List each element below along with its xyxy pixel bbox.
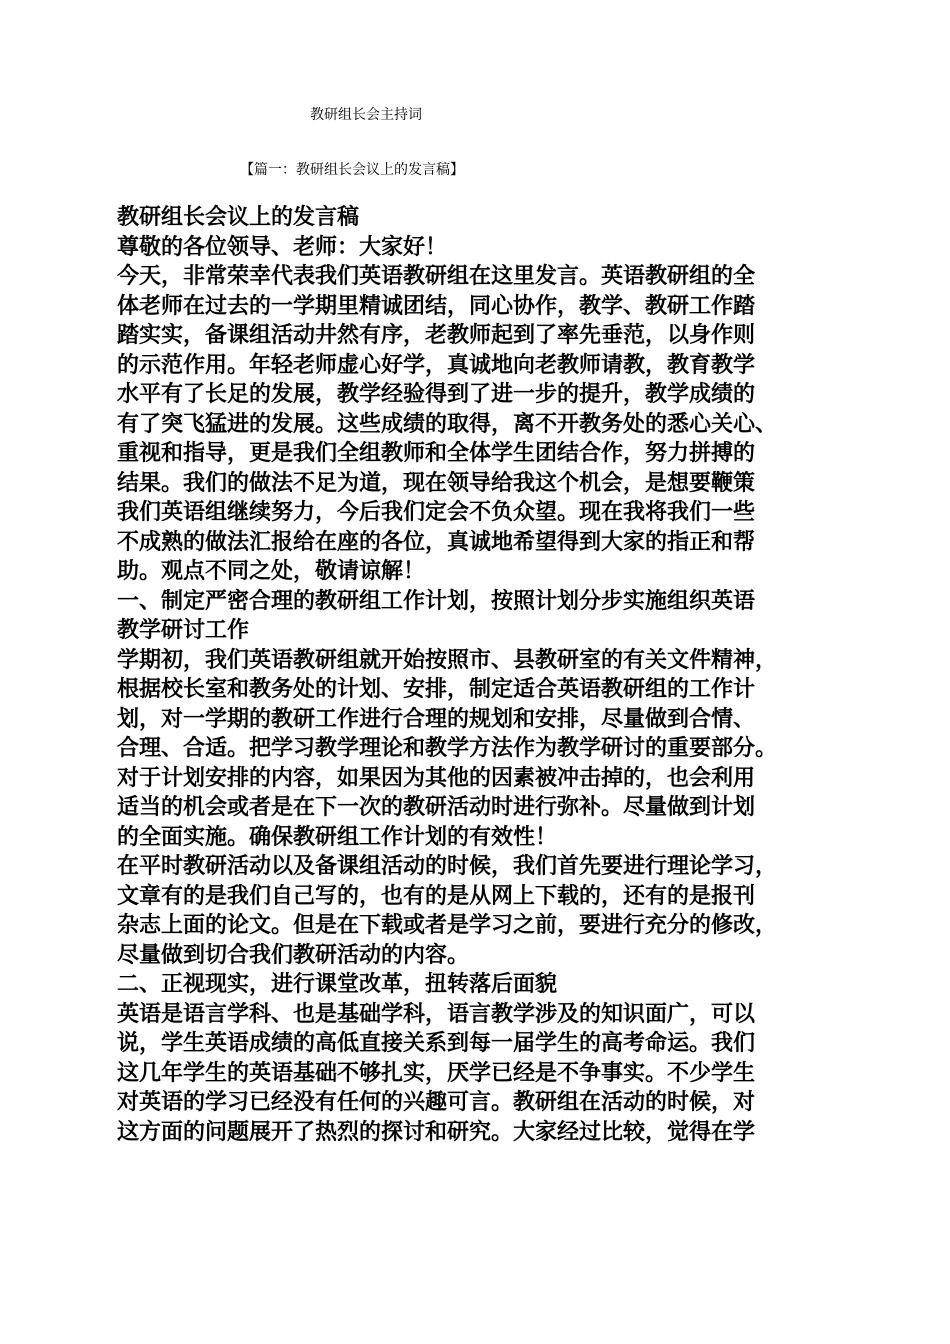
body-line: 这方面的问题展开了热烈的探讨和研究。大家经过比较，觉得在学 bbox=[117, 1118, 756, 1145]
body-line: 对于计划安排的内容，如果因为其他的因素被冲击掉的，也会利用 bbox=[117, 764, 756, 791]
body-line: 在平时教研活动以及备课组活动的时候，我们首先要进行理论学习， bbox=[117, 853, 778, 879]
body-line: 适当的机会或者是在下一次的教研活动时进行弥补。尽量做到计划 bbox=[117, 794, 756, 820]
body-line: 重视和指导，更是我们全组教师和全体学生团结合作，努力拼搏的 bbox=[117, 440, 756, 466]
body-line: 尊敬的各位领导、老师：大家好！ bbox=[117, 233, 448, 260]
body-line: 体老师在过去的一学期里精诚团结，同心协作，教学、教研工作踏 bbox=[117, 292, 756, 319]
body-line: 划，对一学期的教研工作进行合理的规划和安排，尽量做到合情、 bbox=[117, 705, 756, 732]
body-line: 尽量做到切合我们教研活动的内容。 bbox=[117, 941, 470, 968]
body-line: 结果。我们的做法不足为道，现在领导给我这个机会，是想要鞭策 bbox=[117, 469, 756, 496]
body-line: 杂志上面的论文。但是在下载或者是学习之前，要进行充分的修改， bbox=[117, 912, 778, 938]
body-line: 今天，非常荣幸代表我们英语教研组在这里发言。英语教研组的全 bbox=[117, 263, 756, 289]
document-title: 教研组长会主持词 bbox=[310, 107, 422, 123]
section-heading: 【篇一：教研组长会议上的发言稿】 bbox=[240, 162, 464, 178]
body-line: 水平有了长足的发展，教学经验得到了进一步的提升，教学成绩的 bbox=[117, 381, 756, 407]
body-line: 合理、合适。把学习教学理论和教学方法作为教学研讨的重要部分。 bbox=[117, 735, 778, 761]
body-line: 英语是语言学科、也是基础学科，语言教学涉及的知识面广，可以 bbox=[117, 1000, 756, 1027]
body-line: 教学研讨工作 bbox=[117, 617, 250, 643]
body-line: 这几年学生的英语基础不够扎实，厌学已经是不争事实。不少学生 bbox=[117, 1059, 756, 1086]
body-line: 踏实实，备课组活动井然有序，老教师起到了率先垂范，以身作则 bbox=[117, 322, 756, 348]
body-line: 的示范作用。年轻老师虚心好学，真诚地向老教师请教，教育教学 bbox=[117, 351, 756, 378]
document-body bbox=[117, 203, 837, 1147]
body-line: 学期初，我们英语教研组就开始按照市、县教研室的有关文件精神， bbox=[117, 646, 778, 673]
body-line: 不成熟的做法汇报给在座的各位，真诚地希望得到大家的指正和帮 bbox=[117, 528, 756, 555]
body-line: 文章有的是我们自己写的，也有的是从网上下载的，还有的是报刊 bbox=[117, 882, 756, 909]
body-line: 有了突飞猛进的发展。这些成绩的取得，离不开教务处的悉心关心、 bbox=[117, 410, 778, 437]
body-line: 二、正视现实，进行课堂改革，扭转落后面貌 bbox=[117, 971, 558, 997]
body-line: 教研组长会议上的发言稿 bbox=[117, 204, 360, 230]
body-line: 对英语的学习已经没有任何的兴趣可言。教研组在活动的时候，对 bbox=[117, 1089, 756, 1115]
body-line: 的全面实施。确保教研组工作计划的有效性！ bbox=[117, 823, 558, 850]
body-line: 说，学生英语成绩的高低直接关系到每一届学生的高考命运。我们 bbox=[117, 1030, 756, 1056]
body-line: 一、制定严密合理的教研组工作计划，按照计划分步实施组织英语 bbox=[117, 587, 756, 614]
body-line: 助。观点不同之处，敬请谅解！ bbox=[117, 558, 426, 584]
body-line: 根据校长室和教务处的计划、安排，制定适合英语教研组的工作计 bbox=[117, 676, 756, 702]
body-line: 我们英语组继续努力，今后我们定会不负众望。现在我将我们一些 bbox=[117, 499, 756, 525]
